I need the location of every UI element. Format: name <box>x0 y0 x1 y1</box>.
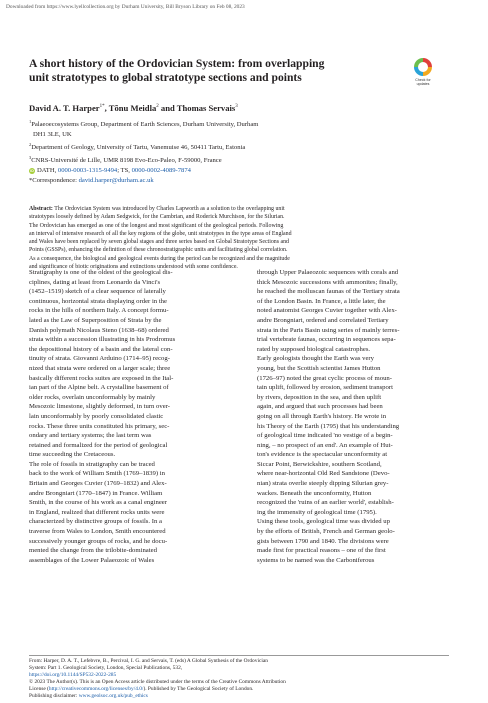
body-text-line: strata in the Paris Basin using series of mainly terres- <box>257 326 400 334</box>
body-text-line: by the efforts of British, French and German geolo- <box>257 528 395 536</box>
orcid-link[interactable]: 0000-0002-4089-7874 <box>131 166 191 174</box>
body-text-line: ning, – no prospect of an end'. An example of Hut- <box>257 441 393 449</box>
body-text-line: older rocks, overlain unconformably by mainly <box>29 393 156 401</box>
body-text-line: tinuity of strata. Giovanni Arduino (1714–95) recog- <box>29 355 170 363</box>
citation-footer <box>29 658 469 699</box>
footer-line: System: Part 1. Geological Society, London, Special Publications, 532, <box>29 664 183 671</box>
footer-divider <box>29 655 449 656</box>
body-text-line: noted anatomist Georges Cuvier together with Alex- <box>257 307 397 315</box>
body-column-right <box>257 268 449 565</box>
article-title <box>29 57 389 85</box>
body-text-line: rated by supposed biological catastrophes. <box>257 345 371 353</box>
body-text-line: of geological time indicated 'no vestige of a begin- <box>257 432 393 440</box>
body-text-line: basically different rocks suites are exposed in the Ital- <box>29 374 174 382</box>
orcid-link[interactable]: 0000-0003-1315-9494 <box>57 166 118 174</box>
disclaimer-link[interactable]: www.geolsoc.org.uk/pub_ethics <box>78 692 148 699</box>
body-text-line: Britain and Georges Cuvier (1769–1832) and Alex- <box>29 480 167 488</box>
abstract-line: stratotypes loosely defined by Adam Sedgwick, for the Cambrian, and Roderick Murchison, for the Silurian. <box>29 214 285 221</box>
check-for-updates-badge[interactable] <box>410 58 436 90</box>
title-line: unit stratotypes to global stratotype sections and points <box>29 71 302 84</box>
body-text-line: made first for practical reasons – one of the first <box>257 547 386 555</box>
abstract-line: Points (GSSPs), enhancing the definition of these chronostratigraphic units and facilitating global correlation. <box>29 247 288 254</box>
body-text-line: he reached the molluscan faunas of the Tertiary strata <box>257 288 400 296</box>
abstract-line: As a consequence, the biological and geological events during the period can be recognized and the magnitude <box>29 255 290 262</box>
footer-line: © 2023 The Author(s). This is an Open Access article distributed under the terms of the Creative Commons Attribution <box>29 678 286 685</box>
download-notice: Downloaded from https://www.lyellcollection.org by Durham University, Bill Bryson Library on Feb 08, 2023 <box>6 4 245 10</box>
body-text-line: Using these tools, geological time was divided up <box>257 518 390 526</box>
body-text-line: where near-horizontal Old Red Sandstone (Devo- <box>257 470 390 478</box>
body-text-line: andre Brongniart (1770–1847) in France. William <box>29 489 163 497</box>
body-text-line: mented the change from the trilobite-dominated <box>29 547 157 555</box>
body-text-line: assemblages of the Lower Palaeozoic of Wales <box>29 556 155 564</box>
body-text-line: characterized by distinctive groups of fossils. In a <box>29 518 162 526</box>
body-text-line: andre Brongniart, ordered and correlated Tertiary <box>257 316 389 324</box>
body-text-line: back to the work of William Smith (1769–1839) in <box>29 470 165 478</box>
body-text-line: rocks in the hills of northern Italy. A concept formu- <box>29 307 169 315</box>
footer-line: Publishing disclaimer: www.geolsoc.org.uk/pub_ethics <box>29 692 148 699</box>
body-text-line: lated as the Law of Superposition of Strata by the <box>29 316 162 324</box>
body-text-line: again, and argued that such processes had been <box>257 403 383 411</box>
body-text-line: through Upper Palaeozoic sequences with corals and <box>257 269 399 276</box>
body-text-line: rocks. These three units constituted his primary, sec- <box>29 422 170 430</box>
badge-label: Check for updates <box>415 78 431 86</box>
abstract-line: The Ordovician has emerged as one of the longest and most significant of the geological periods. Following <box>29 222 284 229</box>
body-text-line: ton's evidence is the spectacular unconformity at <box>257 451 388 459</box>
body-text-line: trial vertebrate faunas, occurring in sequences sepa- <box>257 336 396 344</box>
abstract-line: Abstract: The Ordovician System was introduced by Charles Lapworth as a solution to the overlapping unit <box>29 206 285 212</box>
affiliations <box>29 117 449 185</box>
body-text-line: Early geologists thought the Earth was very <box>257 355 375 363</box>
body-text-line: the depositional history of a basin and the lateral con- <box>29 345 173 353</box>
body-text-line: systems to be named was the Carboniferous <box>257 556 375 564</box>
body-text-line: Siccar Point, Berwickshire, southern Scotland, <box>257 460 382 468</box>
abstract-line: and Wales have been replaced by seven global stages and three series based on Global Stratotype Sections and <box>29 239 289 246</box>
body-text-line: in England, realized that different rocks units were <box>29 508 165 516</box>
body-text-line: ing the immensity of geological time (1795). <box>257 508 377 516</box>
email-link[interactable]: david.harper@durham.ac.uk <box>78 176 154 184</box>
body-text-line: (1726–97) noted the great cyclic process of moun- <box>257 374 393 382</box>
body-column-left <box>29 268 221 565</box>
body-text-line: retained and formalized for the period of geological <box>29 441 168 449</box>
body-text-line: Danish polymath Nicolaus Steno (1638–68) ordered <box>29 326 169 334</box>
body-text-line: tain uplift, followed by erosion, sediment transport <box>257 384 393 392</box>
body-text-line: successively younger groups of rocks, and he docu- <box>29 537 168 545</box>
body-text-line: lain unconformably by poorly consolidated clastic <box>29 412 164 420</box>
body-text-line: continuous, horizontal strata displaying order in the <box>29 297 167 305</box>
affiliation-3: $^3$CNRS-Université de Lille, UMR 8198 Evo-Eco-Paleo, F-59000, France <box>29 154 222 164</box>
abstract-line: an interval of intensive research of all the key regions of the globe, unit stratotypes in the type areas of England <box>29 230 292 237</box>
body-text-line: by rivers, deposition in the sea, and then uplift <box>257 393 382 401</box>
author-name: Thomas Servais <box>176 103 236 113</box>
footer-line: License (http://creativecommons.org/licenses/by/4.0/). Published by The Geological Society of London. <box>29 685 254 692</box>
affiliation-2: $^2$Department of Geology, University of Tartu, Vanemuise 46, 50411 Tartu, Estonia <box>29 141 246 151</box>
doi-link[interactable]: https://doi.org/10.1144/SP532-2022-285 <box>29 671 117 678</box>
body-text-line: going on all through Earth's history. He wrote in <box>257 412 387 420</box>
body-text-line: traverse from Wales to London, Smith encountered <box>29 528 166 536</box>
body-text-line: The role of fossils in stratigraphy can be traced <box>29 460 155 468</box>
abstract-line: and significance of biotic originations and extinctions understood with some confidence. <box>29 264 238 271</box>
body-text-line: strata within a succession illustrating in his Prodromus <box>29 336 176 344</box>
affiliation-1-cont: DH1 3LE, UK <box>33 130 72 138</box>
body-text-line: Stratigraphy is one of the oldest of the geological dis- <box>29 269 173 276</box>
affiliation-1: $^1$Palaeoecosystems Group, Department of Earth Sciences, Durham University, Durham <box>29 119 259 129</box>
license-link[interactable]: http://creativecommons.org/licenses/by/4.0/ <box>48 685 144 692</box>
crossmark-icon <box>414 58 432 76</box>
author-list: David A. T. Harper$^{1*}$, Tõnu Meidla$^2$ and Thomas Servais$^3$ <box>29 103 238 113</box>
body-text-line: ciplines, dating at least from Leonardo da Vinci's <box>29 278 161 286</box>
abstract <box>29 205 449 271</box>
body-text-line: (1452–1519) sketch of a clear sequence of laterally <box>29 288 166 296</box>
body-text-line: his Theory of the Earth (1795) that his understanding <box>257 422 400 430</box>
body-text-line: ian part of the Alpine belt. A crystalline basement of <box>29 384 169 392</box>
title-line: A short history of the Ordovician System: from overlapping <box>29 57 325 70</box>
body-text-line: gists between 1790 and 1840. The divisions were <box>257 537 389 545</box>
author-name: Tõnu Meidla <box>108 103 157 113</box>
orcid-line: iD DATH, 0000-0003-1315-9494; TS, 0000-0002-4089-7874 <box>30 166 191 174</box>
body-text-line: nized that strata were ordered on a larger scale; three <box>29 364 171 372</box>
author-name: David A. T. Harper <box>29 103 100 113</box>
body-text-line: young, but the Scottish scientist James Hutton <box>257 364 381 372</box>
body-text-line: recognized the 'ruins of an earlier world', establish- <box>257 499 394 507</box>
body-text-line: thick Mesozoic successions with ammonites; finally, <box>257 278 398 286</box>
body-text-line: nian) strata overlie steeply dipping Silurian grey- <box>257 480 389 488</box>
body-text-line: Mesozoic limestone, slightly deformed, in turn over- <box>29 403 171 411</box>
abstract-label: Abstract: <box>29 206 53 212</box>
body-text-line: time succeeding the Cretaceous. <box>29 451 116 459</box>
correspondence: *Correspondence: david.harper@durham.ac.uk <box>29 176 154 184</box>
body-text-line: of the London Basin. In France, a little later, the <box>257 297 386 305</box>
body-text-line: Smith, in the course of his work as a canal engineer <box>29 499 167 507</box>
orcid-icon: iD <box>30 168 34 173</box>
body-text-line: wackes. Beneath the unconformity, Hutton <box>257 489 372 497</box>
footer-line: From: Harper, D. A. T., Lefebvre, B., Percival, I. G. and Servais, T. (eds) A Global Synthesis of the Ordovician <box>29 658 268 664</box>
body-text-line: ondary and tertiary systems; the last term was <box>29 432 152 440</box>
